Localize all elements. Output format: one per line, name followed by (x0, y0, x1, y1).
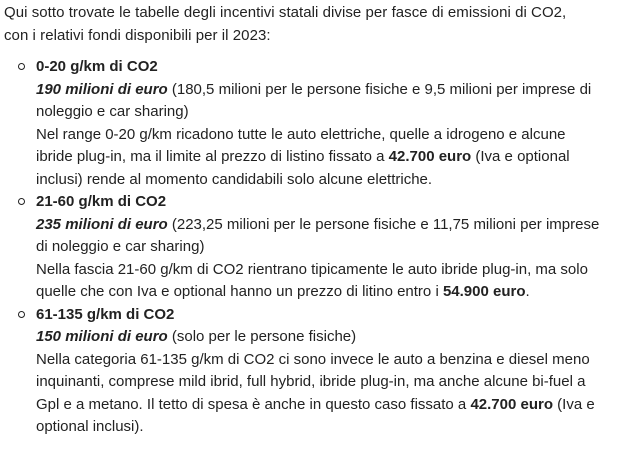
tier-item-21-60 (0, 191, 640, 304)
tier-description: optional inclusi). (36, 418, 144, 435)
intro-paragraph (4, 2, 640, 47)
price-limit: 42.700 euro (388, 148, 472, 165)
tier-description: Nella fascia 21-60 g/km di CO2 rientrano tipicamente le auto ibride plug-in, ma solo (36, 260, 588, 278)
intro-line: Qui sotto trovate le tabelle degli incentivi statali divise per fasce di emissioni di CO2, (4, 4, 567, 21)
fund-amount: 190 milioni di euro (36, 80, 168, 98)
tier-title: 61-135 g/km di CO2 (36, 305, 175, 323)
tier-title: 0-20 g/km di CO2 (36, 58, 158, 75)
fund-amount: 150 milioni di euro (36, 328, 168, 345)
tier-description (36, 146, 640, 169)
tier-fund-line (36, 214, 640, 237)
fund-detail: (223,25 milioni per le persone fisiche e 11,75 milioni per imprese (167, 215, 600, 233)
tier-description: Nella categoria 61-135 g/km di CO2 ci sono invece le auto a benzina e diesel meno (36, 350, 590, 368)
price-limit: 54.900 euro (442, 283, 526, 300)
tier-description (36, 281, 640, 304)
fund-detail: (180,5 milioni per le persone fisiche e 9,5 milioni per imprese di (167, 80, 592, 98)
tier-description: inquinanti, comprese mild ibrid, full hybrid, ibride plug-in, ma anche alcune bi-fuel a (36, 373, 586, 390)
tier-title: 21-60 g/km di CO2 (36, 193, 167, 210)
hollow-circle-bullet-icon (18, 198, 25, 205)
intro-line: con i relativi fondi disponibili per il 2023: (4, 26, 271, 44)
hollow-circle-bullet-icon (18, 63, 25, 70)
description-text: . (525, 283, 530, 300)
emission-tier-list (0, 56, 640, 439)
fund-detail: (solo per le persone fisiche) (167, 328, 357, 345)
description-text: quelle che con Iva e optional hanno un prezzo di litino entro i (36, 283, 443, 300)
description-text: Gpl e a metano. Il tetto di spesa è anche in questo caso fissato a (36, 395, 471, 413)
tier-description: inclusi) rende al momento candidabili solo alcune elettriche. (36, 170, 433, 188)
fund-amount: 235 milioni di euro (36, 215, 168, 233)
fund-detail: di noleggio e car sharing) (36, 238, 205, 255)
tier-fund-line (36, 326, 640, 349)
tier-item-0-20 (0, 56, 640, 191)
price-limit: 42.700 euro (470, 395, 553, 413)
description-text: ibride plug-in, ma il limite al prezzo di listino fissato a (36, 148, 389, 165)
fund-detail: noleggio e car sharing) (36, 103, 189, 120)
hollow-circle-bullet-icon (18, 311, 25, 318)
tier-description (36, 394, 640, 417)
tier-item-61-135 (0, 304, 640, 439)
tier-description: Nel range 0-20 g/km ricadono tutte le auto elettriche, quelle a idrogeno e alcune (36, 125, 566, 143)
description-text: (Iva e (553, 395, 595, 413)
tier-fund-line (36, 79, 640, 102)
description-text: (Iva e optional (471, 148, 570, 165)
